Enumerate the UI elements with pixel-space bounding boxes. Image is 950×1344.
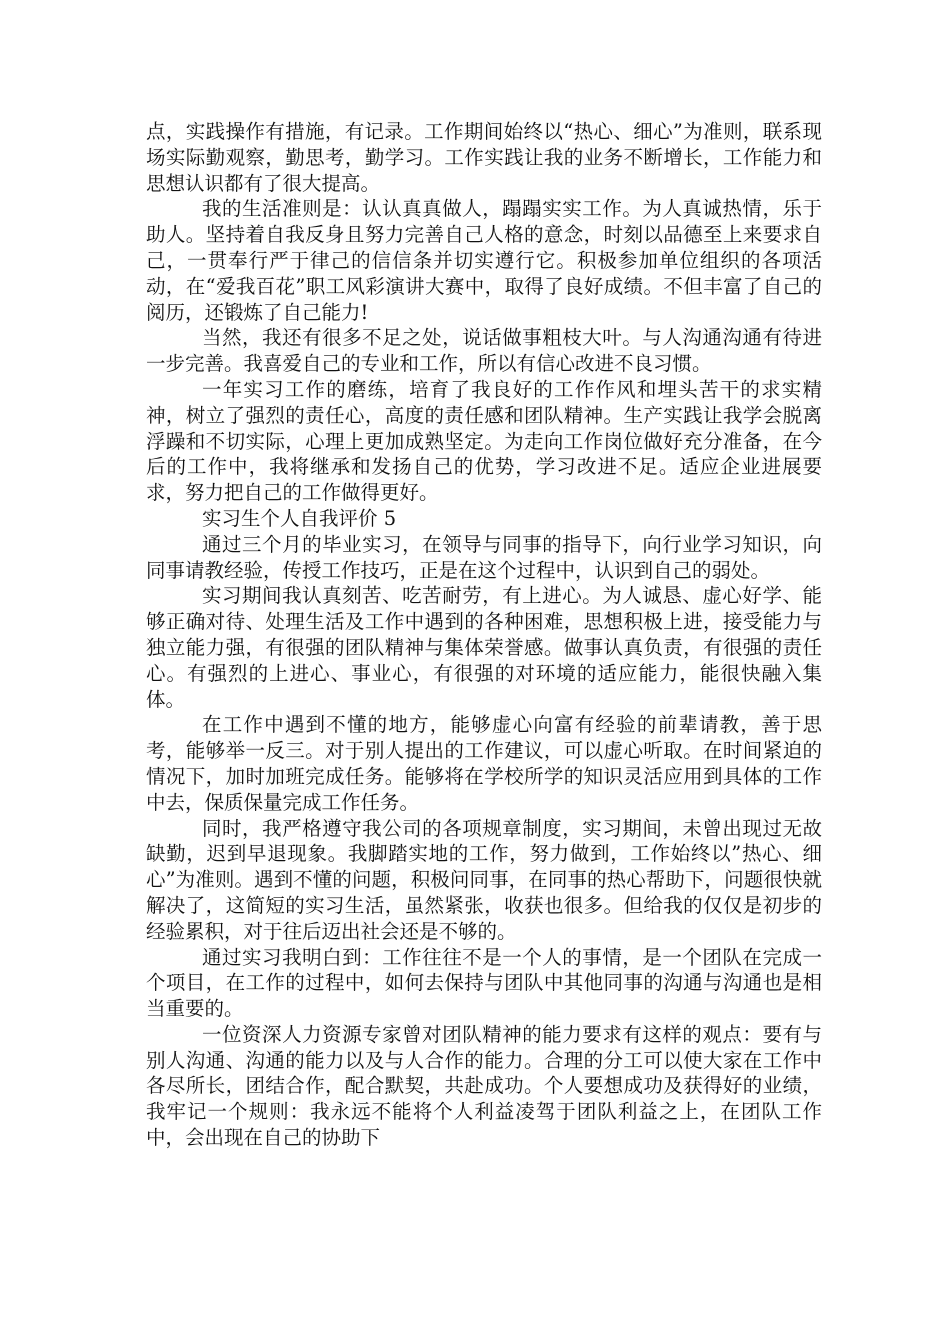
paragraph-8: 同时，我严格遵守我公司的各项规章制度，实习期间，未曾出现过无故缺勤，迟到早退现象。我脚踏实地的工作，努力做到，工作始终以”热心、细心”为准则。遇到不懂的问题，积极问同事，在同事的热心帮助下，问题很快就解决了，这简短的实习生活，虽然紧张，收获也很多。但给我的仅仅是初步的经验累积，对于往后迈出社会还是不够的。 <box>146 816 822 943</box>
paragraph-3: 当然，我还有很多不足之处，说话做事粗枝大叶。与人沟通沟通有待进一步完善。我喜爱自己的专业和工作，所以有信心改进不良习惯。 <box>146 326 822 376</box>
paragraph-9: 通过实习我明白到：工作往往不是一个人的事情，是一个团队在完成一个项目，在工作的过程中，如何去保持与团队中其他同事的沟通与沟通也是相当重要的。 <box>146 945 822 1021</box>
paragraph-7: 在工作中遇到不懂的地方，能够虚心向富有经验的前辈请教，善于思考，能够举一反三。对于别人提出的工作建议，可以虚心听取。在时间紧迫的情况下，加时加班完成任务。能够将在学校所学的知识灵活应用到具体的工作中去，保质保量完成工作任务。 <box>146 713 822 814</box>
section-heading: 实习生个人自我评价 5 <box>202 506 397 530</box>
paragraph-1: 点，实践操作有措施，有记录。工作期间始终以“热心、细心”为准则，联系现场实际勤观察，勤思考，勤学习。工作实践让我的业务不断增长，工作能力和思想认识都有了很大提高。 <box>146 120 822 195</box>
paragraph-5: 通过三个月的毕业实习，在领导与同事的指导下，向行业学习知识，向同事请教经验，传授工作技巧，正是在这个过程中，认识到自己的弱处。 <box>146 532 822 582</box>
paragraph-10: 一位资深人力资源专家曾对团队精神的能力要求有这样的观点：要有与别人沟通、沟通的能力以及与人合作的能力。合理的分工可以使大家在工作中各尽所长，团结合作，配合默契，共赴成功。个人要想成功及获得好的业绩，我牢记一个规则：我永远不能将个人利益凌驾于团队利益之上，在团队工作中，会出现在自己的协助下 <box>146 1022 822 1150</box>
document-body <box>146 119 822 1151</box>
paragraph-2: 我的生活准则是：认认真真做人，蹋蹋实实工作。为人真诚热情，乐于助人。坚持着自我反身且努力完善自己人格的意念，时刻以品德至上来要求自己，一贯奉行严于律己的信信条并切实遵行它。积极参加单位组织的各项活动，在“爱我百花”职工风彩演讲大赛中，取得了良好成绩。不但丰富了自己的阅历，还锻炼了自己能力! <box>146 197 822 324</box>
paragraph-4: 一年实习工作的磨练，培育了我良好的工作作风和埋头苦干的求实精神，树立了强烈的责任心，高度的责任感和团队精神。生产实践让我学会脱离浮躁和不切实际，心理上更加成熟坚定。为走向工作岗位做好充分准备，在今后的工作中，我将继承和发扬自己的优势，学习改进不足。适应企业进展要求，努力把自己的工作做得更好。 <box>146 377 822 505</box>
paragraph-6: 实习期间我认真刻苦、吃苦耐劳，有上进心。为人诚恳、虚心好学、能够正确对待、处理生活及工作中遇到的各种困难，思想积极上进，接受能力与独立能力强，有很强的团队精神与集体荣誉感。做事认真负责，有很强的责任心。有强烈的上进心、事业心，有很强的对环境的适应能力，能很快融入集体。 <box>146 584 822 711</box>
